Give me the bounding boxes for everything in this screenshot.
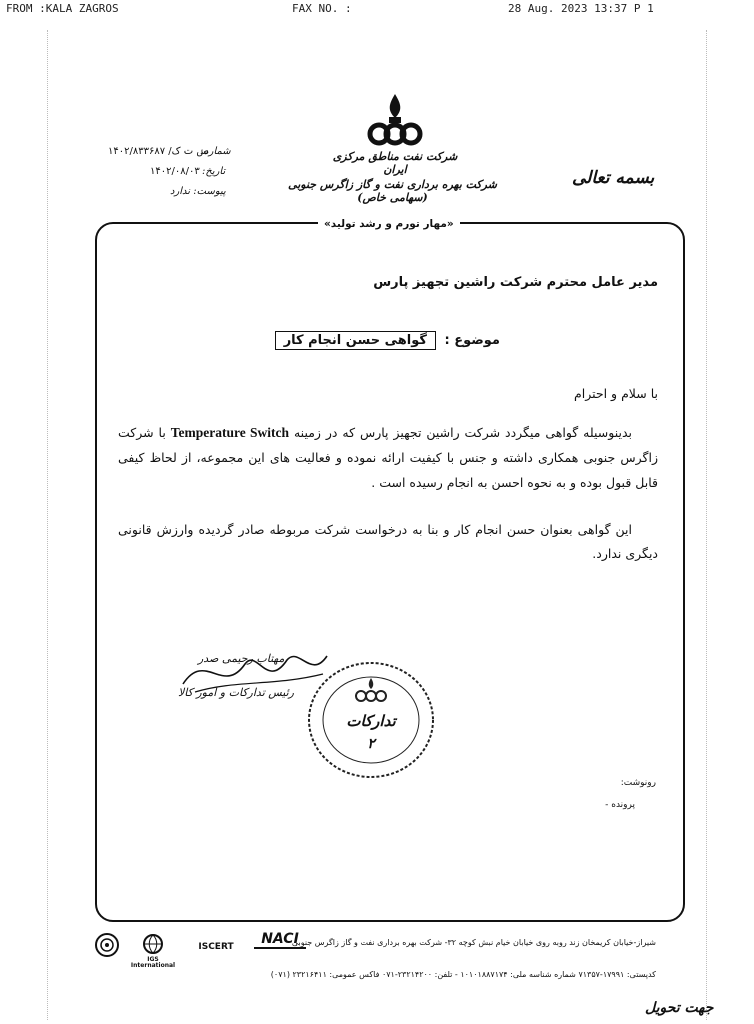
fax-number: FAX NO. : [292,2,352,15]
subject: گواهی حسن انجام کار [275,331,436,350]
letter-number: س ت ک/ ۱۴۰۲/۸۳۳۶۸۷ [108,146,209,157]
scan-margin-line [47,30,48,1020]
attachment: پیوست: ندارد [170,186,226,197]
fax-from: FROM :KALA ZAGROS [6,2,119,15]
stamp-number: ۲ [367,736,375,752]
company-line1: شرکت نفت مناطق مرکزی ایران [332,150,458,176]
igs-logo-text: IGS International [130,956,176,969]
paragraph-1-rest: با شرکت زاگرس جنوبی همکاری داشته و جنس با کیفیت ارائه نموده و فعالیت های این مجموعه، از لحاظ کیفی قابل قبول بوده و به نحوه احسن به انجام رسیده است . [118,425,658,490]
paragraph-1-intro: بدینوسیله گواهی میگردد شرکت راشین تجهیز پارس که در زمینه [293,425,632,440]
handwritten-note: جهت تحویل [645,1000,714,1016]
signatory-title: رئیس تدارکات و امور کالا [178,686,294,699]
company-line2: شرکت بهره برداری نفت و گاز زاگرس جنوبی (سهامی خاص) [288,178,497,204]
official-stamp [306,660,436,780]
stamp-text: تدارکات [346,712,396,730]
cc-label: رونوشت: [620,778,656,788]
number-label: شماره: [200,146,231,157]
certification-seal-icon [94,932,120,958]
footer-contact: کدپستی: ۱۷۹۹۱-۷۱۳۵۷ شماره شناسه ملی: ۱۰۱۰۱۸۸۷۱۷۴ - تلفن: ۲۳۲۱۴۲۰۰-۰۷۱ فاکس عمومی: ۲۳۲۱۶۴۱۱ (۰۷۱) [270,970,656,979]
temperature-switch-term: Temperature Switch [170,425,290,440]
recipient: مدیر عامل محترم شرکت راشین تجهیز پارس [373,275,658,290]
greeting: با سلام و احترام [574,386,658,401]
subject-label: موضوع : [444,333,500,348]
signatory-name: مهتاب رحیمی صدر [198,652,285,665]
nioc-logo-icon [363,92,427,150]
naci-logo [254,932,306,949]
subject-line [270,333,500,348]
naci-logo-text: NACI [254,932,306,949]
bismillah: بسمه تعالی [572,168,655,188]
globe-icon [142,933,164,955]
letter-date: ۱۴۰۲/۰۸/۰۳ [150,166,200,177]
iscert-logo: ISCERT [198,942,234,952]
slogan: «مهار تورم و رشد تولید» [318,218,460,230]
date-label: تاریخ: [202,166,226,177]
cc-item-text: پرونده [611,800,635,810]
fax-datetime: 28 Aug. 2023 13:37 P 1 [508,2,654,15]
paragraph-2-text: این گواهی بعنوان حسن انجام کار و بنا به درخواست شرکت مربوطه صادر گردیده وارزش قانونی دیگری ندارد. [118,522,658,562]
footer-address: شیراز-خیابان کریمخان زند روبه روی خیابان خیام نبش کوچه ۳۲- شرکت بهره برداری نفت و گاز زاگرس جنوبی [291,938,656,947]
paragraph-1 [118,420,658,495]
paragraph-2 [118,518,658,567]
igs-logo [128,933,178,969]
letter-frame [95,222,685,922]
cc-item: پرونده - [605,800,635,810]
scan-margin-line [706,30,707,1020]
